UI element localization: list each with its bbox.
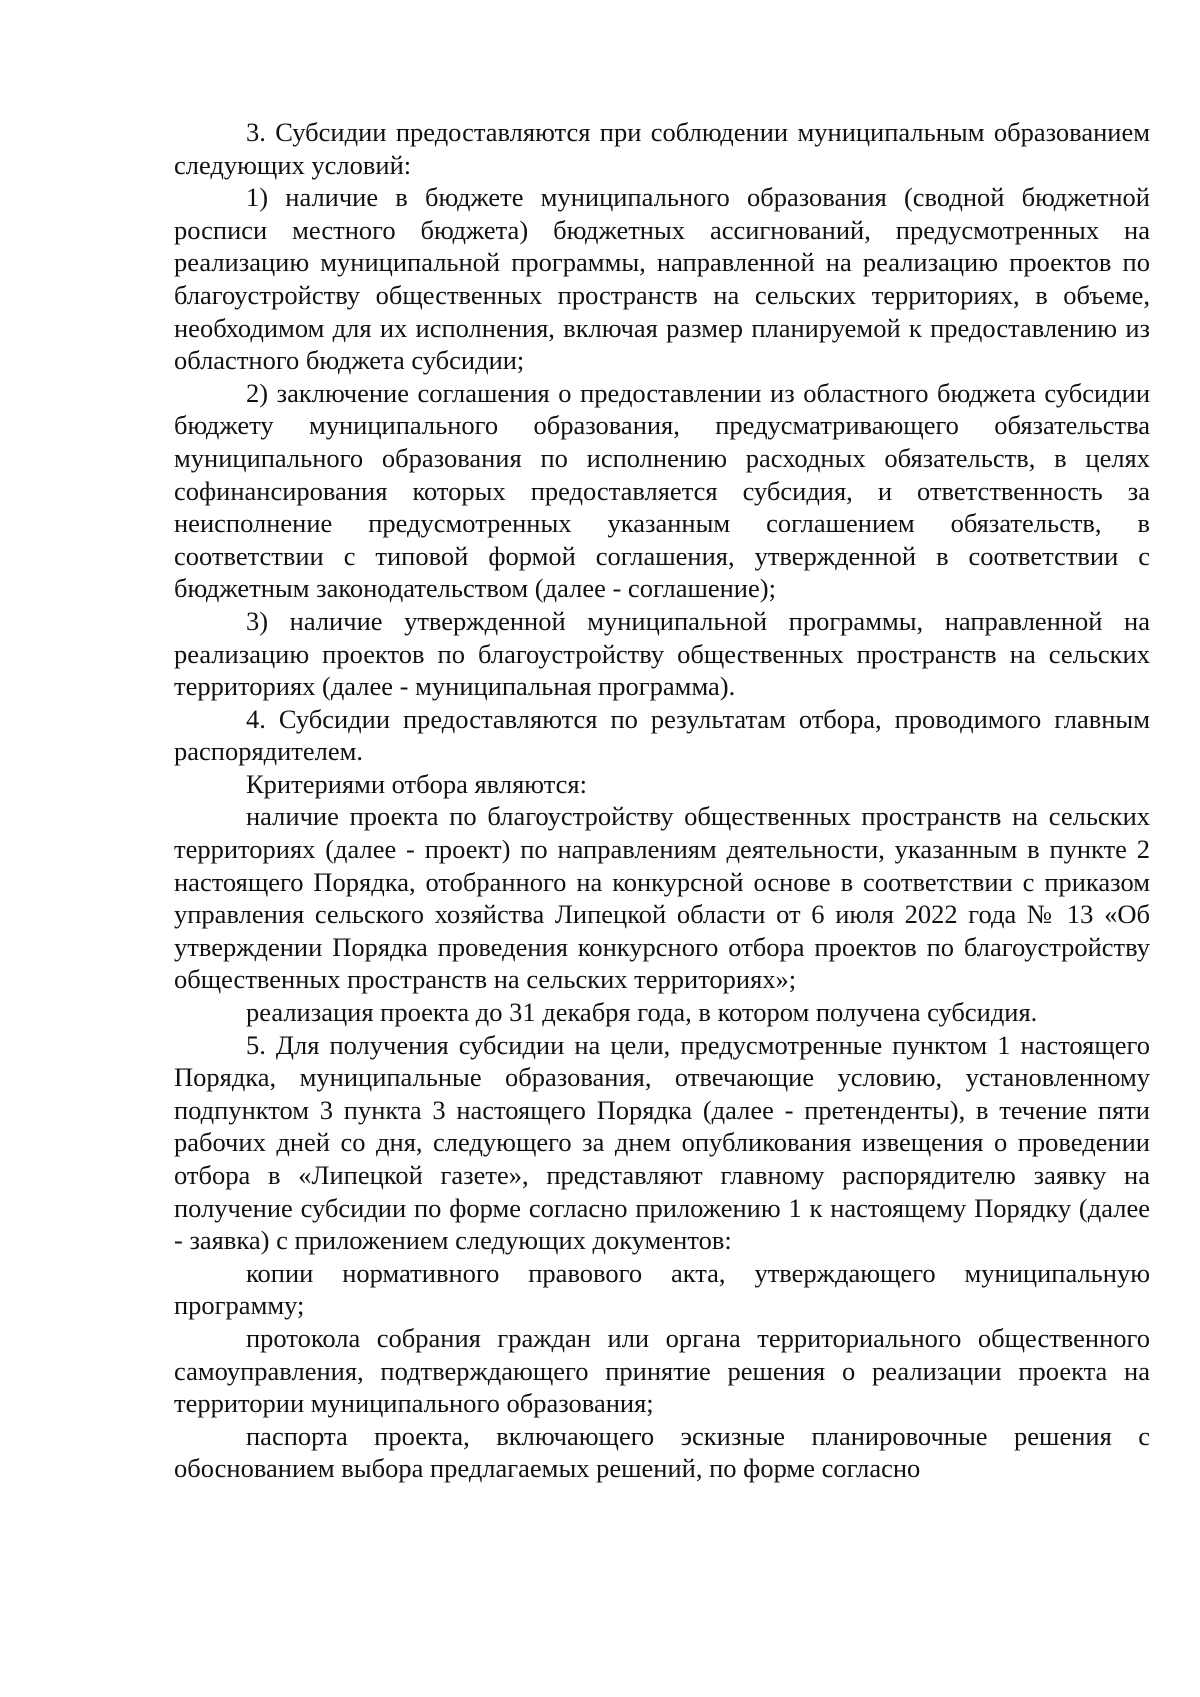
paragraph-criterion-2: реализация проекта до 31 декабря года, в котором получена субсидия. <box>246 997 1038 1028</box>
paragraph-item-5: 5. Для получения субсидии на цели, предусмотренные пунктом 1 настоящего Порядка, муниципальные образования, отвечающие условию, установленному подпунктом 3 пункта 3 настоящего Порядка (далее - претенденты), в течение пяти рабочих дней со дня, следующего за днем опубликования извещения о проведении отбора в «Липецкой газете», представляют главному распорядителю заявку на получение субсидии по форме согласно приложению 1 к настоящему Порядку (далее - заявка) с приложением следующих документов: <box>174 1029 1150 1256</box>
paragraph-criteria-heading: Критериями отбора являются: <box>246 768 587 799</box>
paragraph-document-2: протокола собрания граждан или органа территориального общественного самоуправления, подтверждающего принятие решения о реализации проекта на территории муниципального образования; <box>174 1322 1150 1419</box>
document-body <box>174 116 1150 1485</box>
paragraph-subitem-1: 1) наличие в бюджете муниципального образования (сводной бюджетной росписи местного бюджета) бюджетных ассигнований, предусмотренных на реализацию муниципальной программы, направленной на реализацию проектов по благоустройству общественных пространств на сельских территориях, в объеме, необходимом для их исполнения, включая размер планируемой к предоставлению из областного бюджета субсидии; <box>174 182 1150 376</box>
paragraph-item-3: 3. Субсидии предоставляются при соблюдении муниципальным образованием следующих условий: <box>174 117 1150 180</box>
paragraph-document-3: паспорта проекта, включающего эскизные планировочные решения с обоснованием выбора предлагаемых решений, по форме согласно <box>174 1420 1150 1484</box>
paragraph-subitem-2: 2) заключение соглашения о предоставлении из областного бюджета субсидии бюджету муниципального образования, предусматривающего обязательства муниципального образования по исполнению расходных обязательств, в целях софинансирования которых предоставляется субсидия, и ответственность за неисполнение предусмотренных указанным соглашением обязательств, в соответствии с типовой формой соглашения, утвержденной в соответствии с бюджетным законодательством (далее - соглашение); <box>174 377 1150 604</box>
paragraph-item-4: 4. Субсидии предоставляются по результатам отбора, проводимого главным распорядителем. <box>174 703 1150 767</box>
paragraph-document-1: копии нормативного правового акта, утверждающего муниципальную программу; <box>174 1257 1150 1321</box>
paragraph-subitem-3: 3) наличие утвержденной муниципальной программы, направленной на реализацию проектов по благоустройству общественных пространств на сельских территориях (далее - муниципальная программа). <box>174 605 1150 702</box>
paragraph-criterion-1: наличие проекта по благоустройству общественных пространств на сельских территориях (далее - проект) по направлениям деятельности, указанным в пункте 2 настоящего Порядка, отобранного на конкурсной основе в соответствии с приказом управления сельского хозяйства Липецкой области от 6 июля 2022 года № 13 «Об утверждении Порядка проведения конкурсного отбора проектов по благоустройству общественных пространств на сельских территориях»; <box>174 801 1150 995</box>
